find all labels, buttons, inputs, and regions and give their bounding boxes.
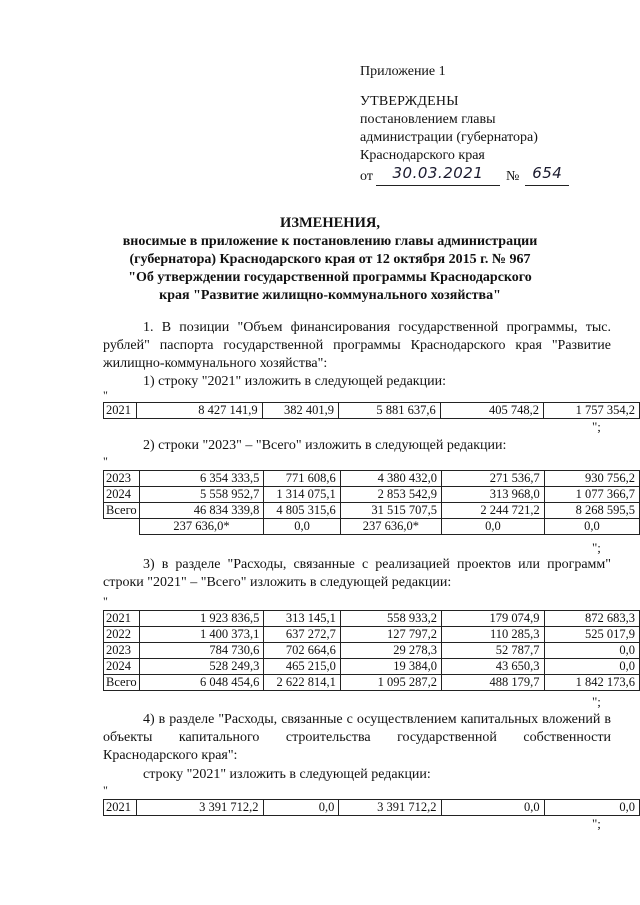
year-cell: 2023 [104,643,140,659]
amount-cell: 465 215,0 [264,659,341,675]
amount-cell: 405 748,2 [440,403,543,419]
amount-cell: 771 608,6 [264,471,340,487]
amount-cell: 525 017,9 [544,627,639,643]
open-quote-mark: " [103,594,108,608]
title-line: края "Развитие жилищно-коммунального хозяйства" [159,288,501,303]
handwritten-number: 654 [532,163,563,182]
document-title [110,214,550,305]
amount-cell: 46 834 339,8 [139,503,264,519]
amount-cell: 930 756,2 [544,471,639,487]
table-2023-total [103,470,640,535]
item-4-text: 4) в разделе "Расходы, связанные с осуществлением капитальных вложений в объекты капитального строительства государственной собственности Краснодарского края": [103,712,611,763]
amount-cell: 702 664,6 [264,643,341,659]
amount-cell: 558 933,2 [340,611,441,627]
amount-cell: 1 757 354,2 [544,403,640,419]
amount-cell: 31 515 707,5 [340,503,441,519]
amount-cell: 6 048 454,6 [139,675,264,691]
amount-cell: 0,0 [441,800,544,816]
amount-cell: 0,0 [442,519,545,535]
year-cell: 2024 [104,487,140,503]
year-cell: 2022 [104,627,140,643]
open-quote-mark: " [103,388,108,402]
amount-cell: 382 401,9 [262,403,338,419]
amount-cell: 6 354 333,5 [139,471,264,487]
table-row [104,643,640,659]
year-cell: 2021 [104,800,137,816]
table-row [104,471,640,487]
year-cell: 2021 [104,403,137,419]
amount-cell: 872 683,3 [544,611,639,627]
amount-cell: 271 536,7 [442,471,545,487]
title-line: (губернатора) Краснодарского края от 12 октября 2015 г. № 967 [129,252,531,267]
amount-cell: 1 842 173,6 [544,675,639,691]
amount-cell: 1 400 373,1 [139,627,264,643]
table-row [104,487,640,503]
date-field [376,165,500,186]
close-quote-mark: "; [592,540,601,555]
amount-cell: 237 636,0* [340,519,441,535]
amount-cell: 1 077 366,7 [544,487,639,503]
year-cell: 2021 [104,611,140,627]
year-cell: Всего [104,675,140,691]
amount-cell: 29 278,3 [340,643,441,659]
table-projects-programs [103,610,640,691]
table-row [104,659,640,675]
amount-cell: 5 558 952,7 [139,487,264,503]
approval-heading: УТВЕРЖДЕНЫ [360,93,459,109]
amount-cell: 784 730,6 [139,643,264,659]
title-heading: ИЗМЕНЕНИЯ, [280,215,380,231]
amount-cell: 0,0 [544,643,639,659]
year-cell: 2024 [104,659,140,675]
year-cell [104,519,140,535]
from-label: от [360,168,373,184]
amount-cell: 5 881 637,6 [339,403,441,419]
approval-line: Краснодарского края [360,147,485,163]
amount-cell: 3 391 712,2 [136,800,263,816]
amount-cell: 4 805 315,6 [264,503,340,519]
amount-cell: 313 145,1 [264,611,341,627]
amount-cell: 0,0 [263,800,339,816]
amount-cell: 19 384,0 [340,659,441,675]
title-line: "Об утверждении государственной программы Краснодарского [128,270,532,285]
open-quote-mark: " [103,454,108,468]
amount-cell: 179 074,9 [442,611,544,627]
table-2021-passport [103,402,640,419]
close-quote-mark: "; [592,419,601,434]
year-cell: Всего [104,503,140,519]
amount-cell: 8 268 595,5 [544,503,639,519]
amount-cell: 637 272,7 [264,627,341,643]
amount-cell: 0,0 [544,519,639,535]
amount-cell: 43 650,3 [442,659,544,675]
table-row [104,519,640,535]
item-2-text: 2) строки "2023" – "Всего" изложить в следующей редакции: [143,438,507,453]
amount-cell: 4 380 432,0 [340,471,441,487]
table-row [104,503,640,519]
amount-cell: 2 622 814,1 [264,675,341,691]
amount-cell: 237 636,0* [139,519,264,535]
year-cell: 2023 [104,471,140,487]
amount-cell: 0,0 [544,800,639,816]
item-4-sub-text: строку "2021" изложить в следующей редакции: [143,767,431,782]
amount-cell: 0,0 [544,659,639,675]
amount-cell: 3 391 712,2 [339,800,441,816]
amount-cell: 8 427 141,9 [136,403,262,419]
number-label: № [505,168,520,184]
handwritten-date: 30.03.2021 [392,163,484,182]
table-capital-investments [103,799,640,816]
amount-cell: 528 249,3 [139,659,264,675]
item-1-text: 1) строку "2021" изложить в следующей редакции: [143,374,446,389]
amount-cell: 110 285,3 [442,627,544,643]
amount-cell: 1 095 287,2 [340,675,441,691]
amount-cell: 1 923 836,5 [139,611,264,627]
amount-cell: 2 244 721,2 [442,503,545,519]
approval-date-number [360,165,610,186]
approval-line: постановлением главы [360,111,496,127]
amount-cell: 1 314 075,1 [264,487,340,503]
amount-cell: 488 179,7 [442,675,544,691]
table-row [104,627,640,643]
number-field [525,165,569,186]
close-quote-mark: "; [592,816,601,831]
amount-cell: 52 787,7 [442,643,544,659]
section-intro-paragraph: 1. В позиции "Объем финансирования государственной программы, тыс. рублей" паспорта государственной программы Краснодарского края "Развитие жилищно-коммунального хозяйства": [103,320,611,371]
amount-cell: 2 853 542,9 [340,487,441,503]
approval-line: администрации (губернатора) [360,129,538,145]
approval-stamp [360,64,610,186]
item-3-text: 3) в разделе "Расходы, связанные с реализацией проектов или программ" строки "2021" – "Всего" изложить в следующей редакции: [103,557,611,590]
table-row [104,611,640,627]
table-row [104,403,640,419]
close-quote-mark: "; [592,694,601,709]
amount-cell: 0,0 [264,519,340,535]
amount-cell: 313 968,0 [442,487,545,503]
table-row [104,800,640,816]
table-row [104,675,640,691]
amount-cell: 127 797,2 [340,627,441,643]
title-line: вносимые в приложение к постановлению главы администрации [122,234,538,249]
open-quote-mark: " [103,783,108,797]
appendix-label: Приложение 1 [360,64,446,79]
